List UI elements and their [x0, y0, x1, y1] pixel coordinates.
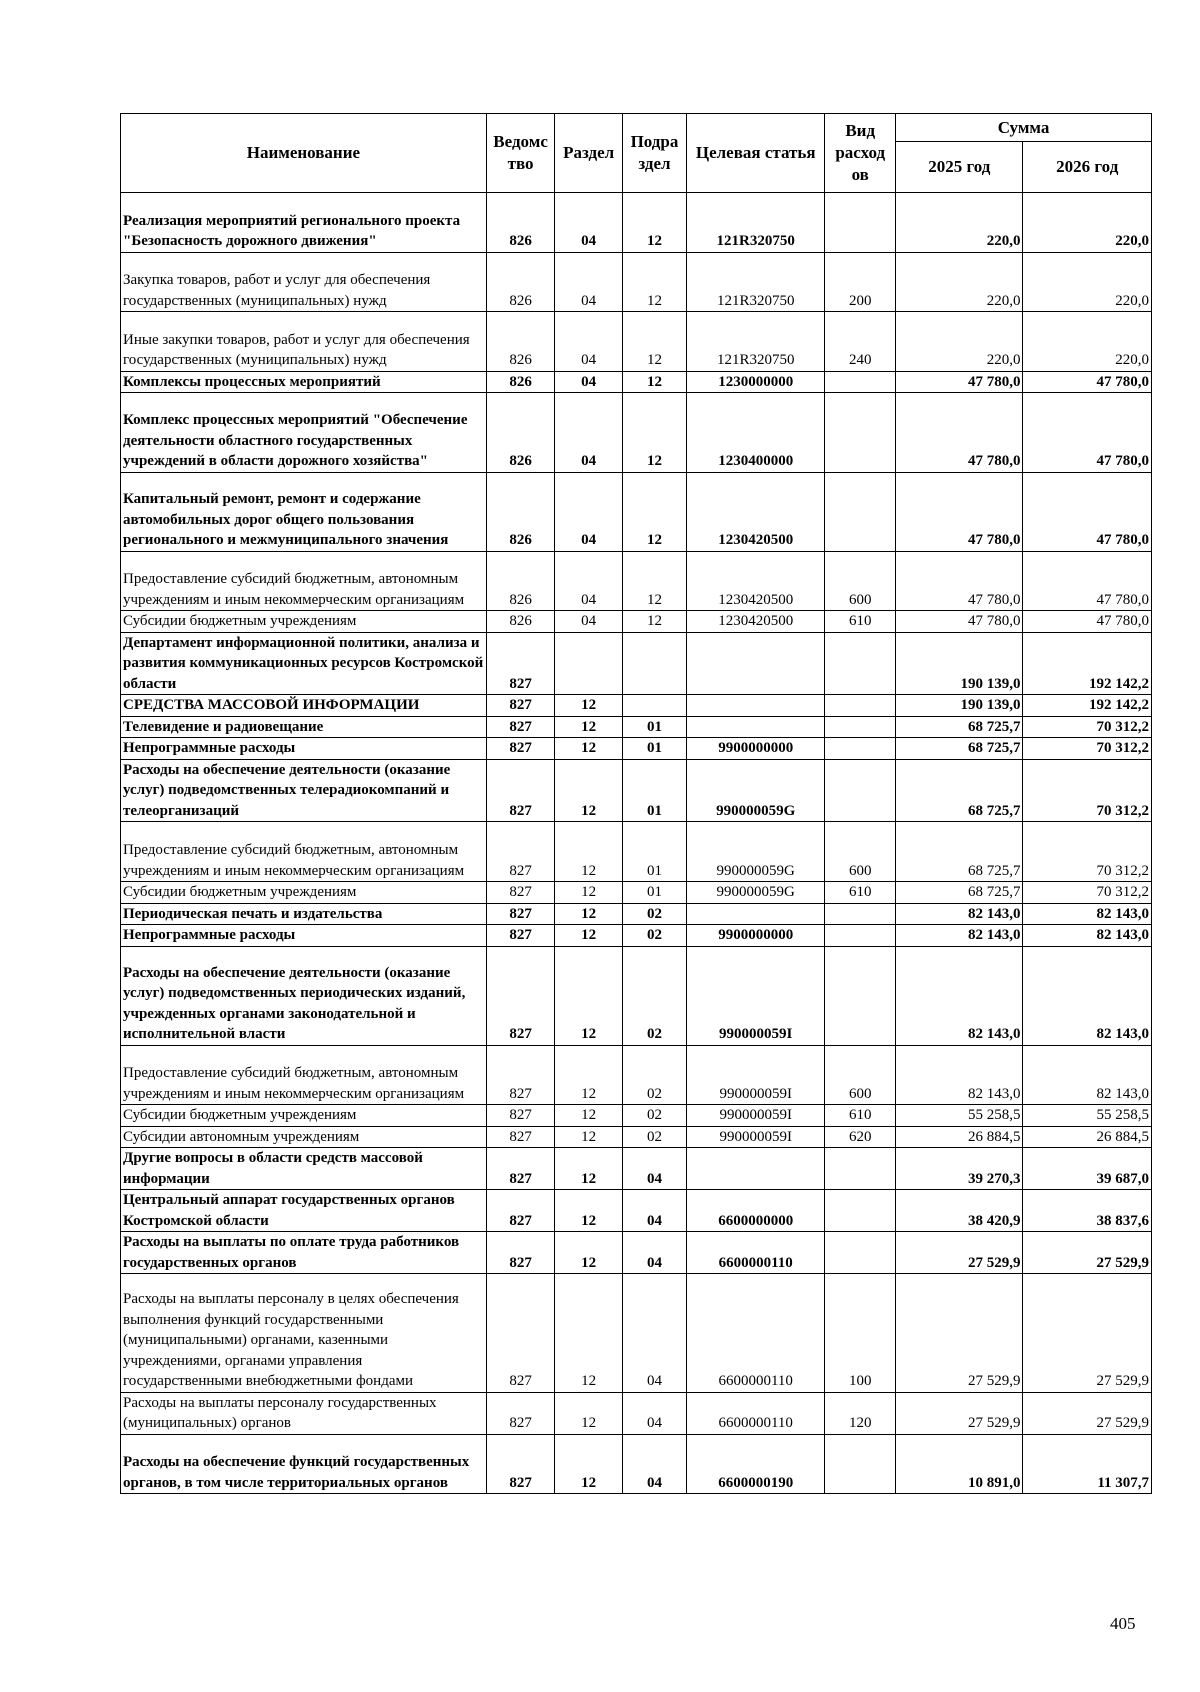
cell-sum-2026: 70 312,2 — [1023, 882, 1152, 904]
cell-name: СРЕДСТВА МАССОВОЙ ИНФОРМАЦИИ — [121, 695, 487, 717]
cell-razdel: 12 — [555, 1434, 622, 1494]
cell-razdel: 12 — [555, 1148, 622, 1190]
cell-sum-2025: 68 725,7 — [896, 759, 1023, 822]
table-body — [121, 193, 1152, 1494]
cell-sum-2025: 82 143,0 — [896, 946, 1023, 1045]
header-vedomstvo: Ведомс тво — [486, 114, 555, 193]
cell-podrazdel: 12 — [622, 312, 686, 372]
cell-sum-2026: 70 312,2 — [1023, 716, 1152, 738]
cell-expense-type: 100 — [825, 1274, 896, 1393]
cell-target-article: 990000059G — [687, 822, 825, 882]
cell-razdel: 12 — [555, 882, 622, 904]
cell-sum-2025: 190 139,0 — [896, 632, 1023, 695]
cell-podrazdel: 12 — [622, 393, 686, 472]
header-sum: Сумма — [896, 114, 1152, 142]
table-row — [121, 1105, 1152, 1127]
cell-name: Закупка товаров, работ и услуг для обеспечения государственных (муниципальных) нужд — [121, 252, 487, 312]
cell-vedomstvo: 827 — [486, 695, 555, 717]
header-year-2026: 2026 год — [1023, 142, 1152, 193]
cell-sum-2025: 47 780,0 — [896, 371, 1023, 393]
cell-vedomstvo: 827 — [486, 1105, 555, 1127]
cell-razdel: 12 — [555, 1190, 622, 1232]
table-row — [121, 903, 1152, 925]
header-target-article: Целевая статья — [687, 114, 825, 193]
cell-vedomstvo: 827 — [486, 716, 555, 738]
cell-razdel: 12 — [555, 903, 622, 925]
cell-vedomstvo: 826 — [486, 312, 555, 372]
cell-razdel: 04 — [555, 371, 622, 393]
cell-expense-type: 240 — [825, 312, 896, 372]
cell-podrazdel: 02 — [622, 946, 686, 1045]
cell-expense-type — [825, 1434, 896, 1494]
cell-expense-type: 120 — [825, 1392, 896, 1434]
cell-sum-2026: 11 307,7 — [1023, 1434, 1152, 1494]
header-podrazdel: Подра здел — [622, 114, 686, 193]
cell-target-article: 990000059I — [687, 1105, 825, 1127]
cell-sum-2026: 82 143,0 — [1023, 946, 1152, 1045]
cell-razdel: 04 — [555, 472, 622, 551]
page-number: 405 — [1110, 1614, 1136, 1633]
cell-podrazdel: 12 — [622, 551, 686, 611]
cell-vedomstvo: 827 — [486, 1148, 555, 1190]
cell-expense-type: 610 — [825, 611, 896, 633]
cell-razdel: 12 — [555, 1232, 622, 1274]
cell-vedomstvo: 827 — [486, 1190, 555, 1232]
cell-sum-2026: 82 143,0 — [1023, 903, 1152, 925]
table-row — [121, 925, 1152, 947]
cell-podrazdel: 12 — [622, 252, 686, 312]
cell-target-article: 9900000000 — [687, 738, 825, 760]
cell-sum-2025: 47 780,0 — [896, 611, 1023, 633]
cell-name: Капитальный ремонт, ремонт и содержание автомобильных дорог общего пользования регионального и межмуниципального значения — [121, 472, 487, 551]
cell-expense-type — [825, 695, 896, 717]
cell-sum-2025: 220,0 — [896, 193, 1023, 253]
cell-razdel: 12 — [555, 1105, 622, 1127]
cell-podrazdel: 12 — [622, 611, 686, 633]
cell-expense-type — [825, 1148, 896, 1190]
cell-razdel: 12 — [555, 759, 622, 822]
cell-podrazdel: 12 — [622, 193, 686, 253]
cell-razdel: 12 — [555, 925, 622, 947]
cell-name: Предоставление субсидий бюджетным, автономным учреждениям и иным некоммерческим организациям — [121, 1045, 487, 1105]
cell-target-article: 9900000000 — [687, 925, 825, 947]
header-expense-type: Вид расход ов — [825, 114, 896, 193]
table-row — [121, 759, 1152, 822]
cell-target-article: 6600000110 — [687, 1392, 825, 1434]
cell-sum-2026: 47 780,0 — [1023, 611, 1152, 633]
table-row — [121, 738, 1152, 760]
cell-name: Субсидии автономным учреждениям — [121, 1126, 487, 1148]
cell-target-article: 990000059G — [687, 759, 825, 822]
cell-target-article: 1230000000 — [687, 371, 825, 393]
cell-expense-type: 200 — [825, 252, 896, 312]
cell-expense-type — [825, 393, 896, 472]
table-row — [121, 1232, 1152, 1274]
cell-razdel: 12 — [555, 716, 622, 738]
table-row — [121, 882, 1152, 904]
cell-target-article: 6600000110 — [687, 1232, 825, 1274]
cell-podrazdel: 04 — [622, 1232, 686, 1274]
cell-sum-2025: 82 143,0 — [896, 903, 1023, 925]
cell-target-article: 1230400000 — [687, 393, 825, 472]
cell-name: Комплексы процессных мероприятий — [121, 371, 487, 393]
cell-target-article: 6600000000 — [687, 1190, 825, 1232]
cell-razdel: 04 — [555, 312, 622, 372]
cell-name: Субсидии бюджетным учреждениям — [121, 611, 487, 633]
table-row — [121, 1148, 1152, 1190]
cell-expense-type: 610 — [825, 1105, 896, 1127]
table-row — [121, 1045, 1152, 1105]
cell-expense-type — [825, 193, 896, 253]
cell-name: Реализация мероприятий регионального проекта "Безопасность дорожного движения" — [121, 193, 487, 253]
cell-sum-2025: 82 143,0 — [896, 1045, 1023, 1105]
cell-podrazdel: 04 — [622, 1148, 686, 1190]
cell-expense-type: 600 — [825, 1045, 896, 1105]
cell-name: Расходы на выплаты персоналу в целях обеспечения выполнения функций государственными (муниципальными) органами, казенными учреждениями, органами управления государственными внебюджетными фондами — [121, 1274, 487, 1393]
cell-razdel: 12 — [555, 1392, 622, 1434]
cell-expense-type — [825, 925, 896, 947]
table-row — [121, 472, 1152, 551]
cell-vedomstvo: 827 — [486, 925, 555, 947]
cell-podrazdel: 01 — [622, 716, 686, 738]
cell-sum-2025: 47 780,0 — [896, 472, 1023, 551]
cell-vedomstvo: 827 — [486, 1434, 555, 1494]
cell-target-article: 121R320750 — [687, 193, 825, 253]
cell-vedomstvo: 826 — [486, 193, 555, 253]
cell-vedomstvo: 826 — [486, 611, 555, 633]
cell-sum-2025: 27 529,9 — [896, 1392, 1023, 1434]
cell-sum-2026: 82 143,0 — [1023, 925, 1152, 947]
cell-razdel: 04 — [555, 611, 622, 633]
cell-vedomstvo: 827 — [486, 1392, 555, 1434]
table-row — [121, 312, 1152, 372]
cell-razdel: 12 — [555, 1274, 622, 1393]
cell-expense-type — [825, 1232, 896, 1274]
cell-vedomstvo: 827 — [486, 759, 555, 822]
cell-sum-2025: 10 891,0 — [896, 1434, 1023, 1494]
cell-target-article: 6600000190 — [687, 1434, 825, 1494]
cell-vedomstvo: 826 — [486, 551, 555, 611]
cell-sum-2026: 27 529,9 — [1023, 1274, 1152, 1393]
cell-expense-type: 600 — [825, 551, 896, 611]
cell-podrazdel: 04 — [622, 1274, 686, 1393]
table-row — [121, 252, 1152, 312]
cell-name: Другие вопросы в области средств массовой информации — [121, 1148, 487, 1190]
header-year-2025: 2025 год — [896, 142, 1023, 193]
cell-expense-type — [825, 759, 896, 822]
cell-name: Расходы на обеспечение функций государственных органов, в том числе территориальных органов — [121, 1434, 487, 1494]
cell-sum-2026: 26 884,5 — [1023, 1126, 1152, 1148]
cell-target-article: 1230420500 — [687, 472, 825, 551]
cell-podrazdel — [622, 695, 686, 717]
cell-expense-type — [825, 946, 896, 1045]
table-row — [121, 695, 1152, 717]
cell-podrazdel: 04 — [622, 1190, 686, 1232]
cell-target-article: 6600000110 — [687, 1274, 825, 1393]
cell-target-article — [687, 903, 825, 925]
cell-name: Субсидии бюджетным учреждениям — [121, 882, 487, 904]
cell-razdel: 12 — [555, 1045, 622, 1105]
cell-razdel: 12 — [555, 1126, 622, 1148]
cell-vedomstvo: 827 — [486, 1274, 555, 1393]
cell-name: Субсидии бюджетным учреждениям — [121, 1105, 487, 1127]
cell-sum-2025: 68 725,7 — [896, 738, 1023, 760]
cell-sum-2026: 39 687,0 — [1023, 1148, 1152, 1190]
cell-name: Департамент информационной политики, анализа и развития коммуникационных ресурсов Костромской области — [121, 632, 487, 695]
cell-expense-type — [825, 903, 896, 925]
cell-sum-2025: 82 143,0 — [896, 925, 1023, 947]
cell-sum-2025: 38 420,9 — [896, 1190, 1023, 1232]
cell-target-article: 990000059I — [687, 1045, 825, 1105]
table-row — [121, 1274, 1152, 1393]
cell-sum-2026: 47 780,0 — [1023, 371, 1152, 393]
cell-vedomstvo: 827 — [486, 882, 555, 904]
cell-sum-2026: 220,0 — [1023, 193, 1152, 253]
cell-razdel: 04 — [555, 193, 622, 253]
cell-expense-type: 610 — [825, 882, 896, 904]
cell-expense-type — [825, 472, 896, 551]
cell-podrazdel: 01 — [622, 882, 686, 904]
cell-vedomstvo: 827 — [486, 822, 555, 882]
cell-sum-2026: 192 142,2 — [1023, 695, 1152, 717]
cell-vedomstvo: 827 — [486, 1126, 555, 1148]
cell-expense-type: 620 — [825, 1126, 896, 1148]
cell-expense-type — [825, 1190, 896, 1232]
table-row — [121, 632, 1152, 695]
cell-sum-2026: 47 780,0 — [1023, 472, 1152, 551]
cell-sum-2026: 70 312,2 — [1023, 759, 1152, 822]
cell-podrazdel: 01 — [622, 822, 686, 882]
budget-table — [120, 113, 1152, 1494]
cell-sum-2026: 70 312,2 — [1023, 738, 1152, 760]
cell-podrazdel: 12 — [622, 472, 686, 551]
cell-vedomstvo: 827 — [486, 946, 555, 1045]
cell-expense-type: 600 — [825, 822, 896, 882]
cell-sum-2026: 220,0 — [1023, 252, 1152, 312]
cell-sum-2025: 47 780,0 — [896, 393, 1023, 472]
cell-sum-2025: 26 884,5 — [896, 1126, 1023, 1148]
cell-podrazdel: 02 — [622, 903, 686, 925]
cell-vedomstvo: 826 — [486, 472, 555, 551]
cell-target-article: 121R320750 — [687, 252, 825, 312]
cell-name: Телевидение и радиовещание — [121, 716, 487, 738]
cell-podrazdel: 02 — [622, 1126, 686, 1148]
cell-name: Расходы на обеспечение деятельности (оказание услуг) подведомственных периодических изданий, учрежденных органами законодательной и исполнительной власти — [121, 946, 487, 1045]
cell-vedomstvo: 826 — [486, 371, 555, 393]
cell-target-article: 990000059I — [687, 1126, 825, 1148]
cell-podrazdel: 01 — [622, 759, 686, 822]
table-row — [121, 716, 1152, 738]
cell-sum-2025: 68 725,7 — [896, 822, 1023, 882]
cell-sum-2025: 39 270,3 — [896, 1148, 1023, 1190]
cell-podrazdel — [622, 632, 686, 695]
cell-name: Расходы на выплаты персоналу государственных (муниципальных) органов — [121, 1392, 487, 1434]
table-row — [121, 193, 1152, 253]
cell-name: Расходы на обеспечение деятельности (оказание услуг) подведомственных телерадиокомпаний и телеорганизаций — [121, 759, 487, 822]
cell-target-article: 1230420500 — [687, 551, 825, 611]
cell-vedomstvo: 827 — [486, 738, 555, 760]
cell-podrazdel: 04 — [622, 1392, 686, 1434]
table-row — [121, 611, 1152, 633]
table-row — [121, 371, 1152, 393]
cell-podrazdel: 12 — [622, 371, 686, 393]
cell-razdel: 12 — [555, 946, 622, 1045]
cell-target-article — [687, 632, 825, 695]
cell-razdel: 12 — [555, 738, 622, 760]
cell-sum-2026: 47 780,0 — [1023, 551, 1152, 611]
cell-sum-2025: 190 139,0 — [896, 695, 1023, 717]
cell-sum-2026: 220,0 — [1023, 312, 1152, 372]
cell-sum-2025: 55 258,5 — [896, 1105, 1023, 1127]
table-row — [121, 1190, 1152, 1232]
cell-vedomstvo: 826 — [486, 393, 555, 472]
cell-sum-2025: 220,0 — [896, 252, 1023, 312]
cell-expense-type — [825, 738, 896, 760]
cell-vedomstvo: 827 — [486, 903, 555, 925]
cell-target-article — [687, 1148, 825, 1190]
table-row — [121, 1434, 1152, 1494]
table-row — [121, 1126, 1152, 1148]
cell-sum-2026: 70 312,2 — [1023, 822, 1152, 882]
cell-sum-2026: 55 258,5 — [1023, 1105, 1152, 1127]
cell-razdel: 12 — [555, 695, 622, 717]
cell-name: Иные закупки товаров, работ и услуг для обеспечения государственных (муниципальных) нужд — [121, 312, 487, 372]
cell-name: Непрограммные расходы — [121, 925, 487, 947]
cell-vedomstvo: 827 — [486, 1045, 555, 1105]
cell-target-article: 1230420500 — [687, 611, 825, 633]
table-row — [121, 393, 1152, 472]
cell-sum-2025: 220,0 — [896, 312, 1023, 372]
cell-expense-type — [825, 632, 896, 695]
cell-vedomstvo: 826 — [486, 252, 555, 312]
header-razdel: Раздел — [555, 114, 622, 193]
cell-razdel: 12 — [555, 822, 622, 882]
cell-sum-2026: 38 837,6 — [1023, 1190, 1152, 1232]
cell-razdel: 04 — [555, 393, 622, 472]
table-row — [121, 822, 1152, 882]
cell-expense-type — [825, 371, 896, 393]
cell-sum-2026: 82 143,0 — [1023, 1045, 1152, 1105]
cell-razdel: 04 — [555, 551, 622, 611]
cell-name: Предоставление субсидий бюджетным, автономным учреждениям и иным некоммерческим организациям — [121, 822, 487, 882]
cell-name: Комплекс процессных мероприятий "Обеспечение деятельности областного государственных учреждений в области дорожного хозяйства" — [121, 393, 487, 472]
cell-target-article: 990000059G — [687, 882, 825, 904]
cell-expense-type — [825, 716, 896, 738]
cell-sum-2025: 47 780,0 — [896, 551, 1023, 611]
table-row — [121, 946, 1152, 1045]
cell-podrazdel: 01 — [622, 738, 686, 760]
cell-target-article: 990000059I — [687, 946, 825, 1045]
cell-sum-2025: 27 529,9 — [896, 1232, 1023, 1274]
cell-name: Центральный аппарат государственных органов Костромской области — [121, 1190, 487, 1232]
cell-razdel: 04 — [555, 252, 622, 312]
cell-target-article: 121R320750 — [687, 312, 825, 372]
cell-name: Расходы на выплаты по оплате труда работников государственных органов — [121, 1232, 487, 1274]
cell-name: Периодическая печать и издательства — [121, 903, 487, 925]
cell-sum-2026: 27 529,9 — [1023, 1392, 1152, 1434]
cell-sum-2025: 68 725,7 — [896, 716, 1023, 738]
cell-razdel — [555, 632, 622, 695]
cell-sum-2025: 27 529,9 — [896, 1274, 1023, 1393]
table-row — [121, 1392, 1152, 1434]
cell-podrazdel: 02 — [622, 925, 686, 947]
cell-name: Предоставление субсидий бюджетным, автономным учреждениям и иным некоммерческим организациям — [121, 551, 487, 611]
header-name: Наименование — [121, 114, 487, 193]
table-row — [121, 551, 1152, 611]
cell-podrazdel: 02 — [622, 1045, 686, 1105]
cell-vedomstvo: 827 — [486, 632, 555, 695]
cell-sum-2026: 47 780,0 — [1023, 393, 1152, 472]
cell-target-article — [687, 716, 825, 738]
cell-target-article — [687, 695, 825, 717]
cell-vedomstvo: 827 — [486, 1232, 555, 1274]
cell-podrazdel: 04 — [622, 1434, 686, 1494]
cell-name: Непрограммные расходы — [121, 738, 487, 760]
cell-podrazdel: 02 — [622, 1105, 686, 1127]
cell-sum-2026: 27 529,9 — [1023, 1232, 1152, 1274]
cell-sum-2025: 68 725,7 — [896, 882, 1023, 904]
cell-sum-2026: 192 142,2 — [1023, 632, 1152, 695]
